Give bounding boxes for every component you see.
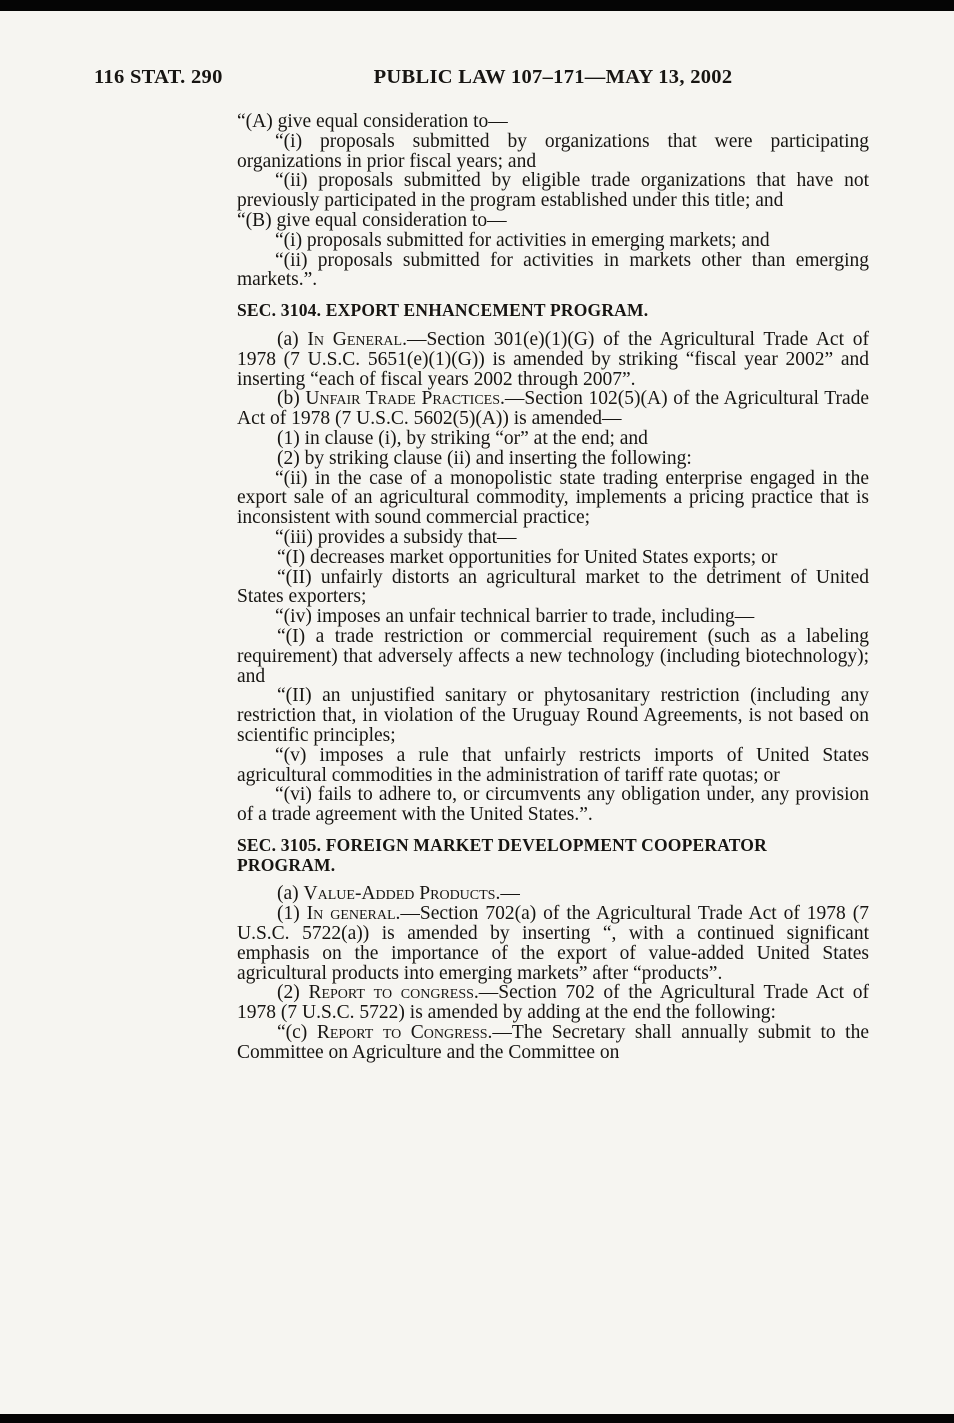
paragraph bbox=[237, 251, 869, 291]
text-run: “(iv) imposes an unfair technical barrier to trade, including— bbox=[275, 606, 755, 628]
text-run: “(ii) proposals submitted for activities in markets other than emerging markets.”. bbox=[237, 249, 869, 291]
section-heading bbox=[237, 301, 869, 321]
text-run: “(B) give equal consideration to— bbox=[237, 209, 507, 231]
text-run: Report to Congress bbox=[316, 1022, 488, 1044]
paragraph bbox=[237, 211, 869, 231]
text-run: (b) bbox=[277, 388, 306, 410]
text-run: SEC. 3105. FOREIGN MARKET DEVELOPMENT COOPERATOR PROGRAM. bbox=[237, 834, 767, 875]
paragraph bbox=[237, 231, 869, 251]
paragraph bbox=[237, 528, 869, 548]
text-run: “(ii) proposals submitted by eligible trade organizations that have not previously participated in the program established under this title; and bbox=[237, 170, 869, 212]
paragraph bbox=[237, 607, 869, 627]
paragraph bbox=[237, 469, 869, 528]
running-head bbox=[0, 66, 954, 94]
text-run: .— bbox=[495, 883, 520, 905]
paragraph bbox=[237, 884, 869, 904]
text-run: “(i) proposals submitted for activities in emerging markets; and bbox=[275, 229, 770, 251]
paragraph bbox=[237, 449, 869, 469]
text-run: “(ii) in the case of a monopolistic state trading enterprise engaged in the export sale of an agricultural commodity, implements a pricing practice that is inconsistent with sound commercial practice; bbox=[237, 467, 869, 529]
text-run: SEC. 3104. EXPORT ENHANCEMENT PROGRAM. bbox=[237, 300, 649, 321]
paragraph bbox=[237, 132, 869, 172]
paragraph bbox=[237, 904, 869, 983]
text-run: (a) bbox=[277, 328, 308, 350]
text-run: (1) bbox=[277, 903, 307, 925]
text-run: (2) by striking clause (ii) and inserting the following: bbox=[277, 447, 692, 469]
paragraph bbox=[237, 112, 869, 132]
text-run: “(c) bbox=[277, 1022, 317, 1044]
law-title: PUBLIC LAW 107–171—MAY 13, 2002 bbox=[373, 66, 733, 88]
text-run: (a) bbox=[277, 883, 304, 905]
text-run: In General bbox=[307, 328, 403, 350]
paragraph bbox=[237, 1023, 869, 1063]
paragraph bbox=[237, 568, 869, 608]
text-run: .—The Secretary shall annually submit to the Committee on Agriculture and the Committee on bbox=[237, 1022, 869, 1063]
paragraph bbox=[237, 983, 869, 1023]
top-edge-bar bbox=[0, 0, 954, 11]
bottom-edge-bar bbox=[0, 1414, 954, 1423]
text-run: .—Section 102(5)(A) of the Agricultural Trade Act of 1978 (7 U.S.C. 5602(5)(A)) is amended— bbox=[237, 388, 870, 430]
paragraph bbox=[237, 785, 869, 825]
text-run: “(II) unfairly distorts an agricultural market to the detriment of United States exporters; bbox=[237, 566, 869, 608]
text-run: Value-Added Products bbox=[303, 883, 496, 905]
text-run: “(A) give equal consideration to— bbox=[237, 111, 508, 132]
paragraph bbox=[237, 686, 869, 745]
text-run: “(vi) fails to adhere to, or circumvents any obligation under, any provision of a trade agreement with the United States.”. bbox=[237, 784, 869, 826]
paragraph bbox=[237, 746, 869, 786]
paragraph bbox=[237, 548, 869, 568]
paragraph bbox=[237, 171, 869, 211]
text-run: “(II) an unjustified sanitary or phytosanitary restriction (including any restriction that, in violation of the Uruguay Round Agreements, is not based on scientific principles; bbox=[237, 685, 869, 746]
document-body bbox=[237, 112, 869, 1063]
text-run: (2) bbox=[277, 982, 309, 1004]
text-run: In general bbox=[306, 903, 396, 925]
text-run: “(I) a trade restriction or commercial requirement (such as a labeling requirement) that adversely affects a new technology (including biotechnology); and bbox=[237, 625, 869, 687]
text-run: .—Section 702 of the Agricultural Trade Act of 1978 (7 U.S.C. 5722) is amended by adding at the end the following: bbox=[237, 982, 869, 1024]
stat-page-number: 116 STAT. 290 bbox=[94, 66, 223, 88]
text-run: Report to congress bbox=[308, 982, 474, 1004]
section-heading bbox=[237, 836, 869, 876]
paragraph bbox=[237, 389, 869, 429]
text-run: “(iii) provides a subsidy that— bbox=[275, 526, 517, 548]
text-run: “(i) proposals submitted by organizations that were participating organizations in prior fiscal years; and bbox=[237, 130, 869, 172]
paragraph bbox=[237, 429, 869, 449]
text-run: “(v) imposes a rule that unfairly restricts imports of United States agricultural commodities in the administration of tariff rate quotas; or bbox=[237, 744, 869, 786]
text-run: Unfair Trade Practices bbox=[305, 388, 501, 410]
text-run: “(I) decreases market opportunities for United States exports; or bbox=[277, 546, 778, 568]
text-run: (1) in clause (i), by striking “or” at the end; and bbox=[277, 427, 648, 449]
paragraph bbox=[237, 627, 869, 686]
paragraph bbox=[237, 330, 869, 389]
text-run: .—Section 301(e)(1)(G) of the Agricultural Trade Act of 1978 (7 U.S.C. 5651(e)(1)(G)) is amended by striking “fiscal year 2002” and inserting “each of fiscal years 2002 through 2007”. bbox=[237, 328, 869, 390]
text-run: .—Section 702(a) of the Agricultural Trade Act of 1978 (7 U.S.C. 5722(a)) is amended by inserting “, with a continued significant emphasis on the importance of the export of value-added United States agricultural products into emerging markets” after “products”. bbox=[237, 903, 869, 984]
